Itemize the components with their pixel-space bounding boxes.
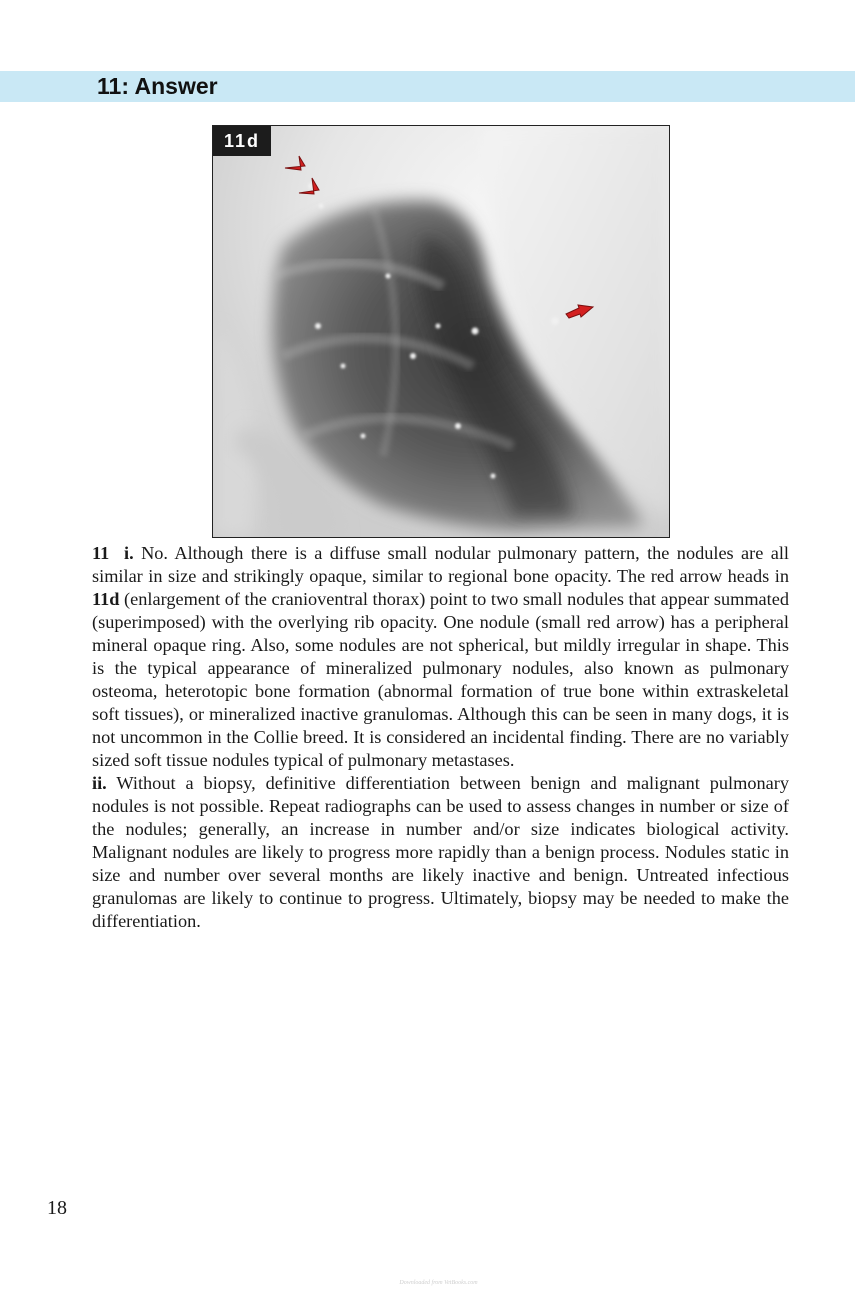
- question-number: 11: [92, 543, 110, 563]
- figure-label: 11d: [213, 126, 271, 156]
- part-ii-text: Without a biopsy, definitive differentiation between benign and malignant pulmonary nodules is not possible. Repeat radiographs can be used to assess changes in number or size of the nodules; generally, an increase in number and/or size indicates biological activity. Malignant nodules are likely to progress more rapidly than a benign process. Nodules static in size and number over several months are likely inactive and benign. Untreated infectious granulomas are likely to continue to progress. Ultimately, biopsy may be needed to make the differentiation.: [92, 773, 789, 931]
- watermark: Downloaded from VetBooks.com: [399, 1280, 478, 1286]
- part-i-text-1: No. Although there is a diffuse small nodular pulmonary pattern, the nodules are all similar in size and strikingly opaque, similar to regional bone opacity. The red arrow heads in: [92, 543, 790, 586]
- page-number: 18: [47, 1197, 67, 1219]
- radiograph-image: [213, 126, 669, 537]
- figure-reference: 11d: [92, 589, 120, 609]
- answer-part-i: [92, 542, 789, 772]
- part-i-label: i.: [124, 543, 134, 563]
- part-i-text-2: (enlargement of the cranioventral thorax) point to two small nodules that appear summated (superimposed) with the overlying rib opacity. One nodule (small red arrow) has a peripheral mineral opaque ring. Also, some nodules are not spherical, but mildly irregular in shape. This is the typical appearance of mineralized pulmonary nodules, also known as pulmonary osteoma, heterotopic bone formation (abnormal formation of true bone within extraskeletal soft tissues), or mineralized inactive granulomas. Although this can be seen in many dogs, it is not uncommon in the Collie breed. It is considered an incidental finding. There are no variably sized soft tissue nodules typical of pulmonary metastases.: [92, 589, 789, 770]
- page-title: 11: Answer: [97, 73, 218, 99]
- answer-part-ii: [92, 772, 789, 933]
- radiograph-figure: [212, 125, 670, 538]
- answer-text: [92, 542, 789, 933]
- part-ii-label: ii.: [92, 773, 107, 793]
